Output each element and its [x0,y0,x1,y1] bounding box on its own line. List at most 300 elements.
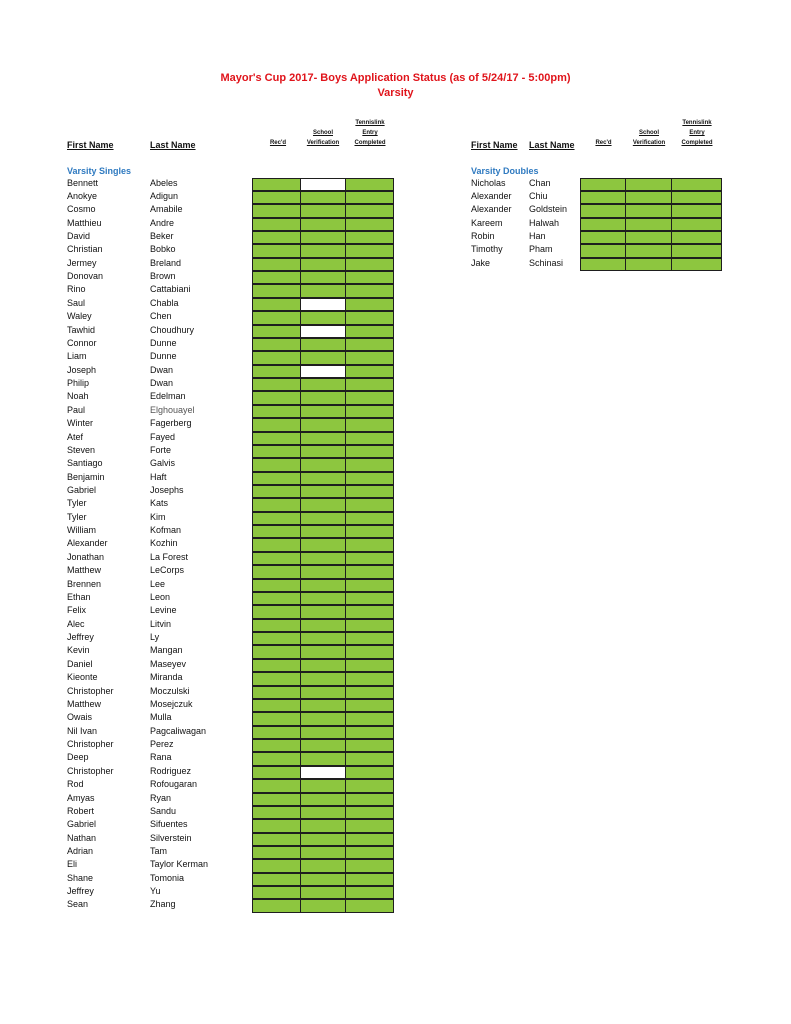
tennislink-cell [345,218,394,231]
table-row [67,711,252,724]
singles-tennislink-header [346,118,394,148]
doubles-school-header [626,128,672,148]
recd-cell [252,833,301,846]
first-name: Robert [67,805,95,816]
table-row [67,417,252,430]
last-name: Abeles [150,177,178,188]
last-name: Haft [150,471,167,482]
school-verification-cell [300,191,346,204]
tennislink-cell [345,712,394,725]
school-verification-cell [625,204,672,217]
table-row [67,805,252,818]
first-name: Sean [67,899,89,910]
first-name: Felix [67,605,87,616]
school-verification-cell [300,538,346,551]
first-name: Jake [471,257,491,268]
table-row [67,898,252,911]
last-name: Kozhin [150,538,178,549]
first-name: Christopher [67,685,114,696]
first-name: Joseph [67,364,97,375]
last-name: Mosejczuk [150,698,193,709]
recd-cell [252,779,301,792]
last-name: Amabile [150,204,183,215]
recd-cell [252,485,301,498]
recd-cell [580,231,626,244]
school-verification-cell [300,498,346,511]
first-name: Paul [67,404,86,415]
school-verification-cell [300,645,346,658]
last-name: Yu [150,886,161,897]
table-row [67,658,252,671]
recd-cell [252,378,301,391]
first-name: Benjamin [67,471,105,482]
first-name: Matthew [67,698,102,709]
recd-cell [252,819,301,832]
tennislink-cell [345,405,394,418]
school-verification-cell [300,579,346,592]
last-name: Dwan [150,364,174,375]
last-name: Leon [150,591,171,602]
first-name: Nil Ivan [67,725,98,736]
tennislink-cell [345,819,394,832]
school-verification-cell [300,632,346,645]
last-name: Bobko [150,244,176,255]
first-name: Jonathan [67,551,105,562]
last-name: Kim [150,511,166,522]
recd-cell [252,445,301,458]
table-row [471,257,580,270]
tennislink-cell [345,766,394,779]
last-name: Brown [150,271,176,282]
recd-cell [252,726,301,739]
tennislink-cell [345,284,394,297]
school-verification-cell [300,793,346,806]
last-name: Lee [150,578,166,589]
last-name: Chabla [150,297,179,308]
first-name: Santiago [67,458,103,469]
last-name: Moczulski [150,685,190,696]
school-verification-cell [300,659,346,672]
table-row [471,190,580,203]
last-name: Rofougaran [150,779,198,790]
recd-cell [252,472,301,485]
table-row [67,738,252,751]
table-row [67,230,252,243]
tennislink-cell [345,472,394,485]
table-row [67,390,252,403]
school-verification-cell [300,378,346,391]
school-label-line1: School [312,130,333,136]
table-row [67,270,252,283]
school-verification-cell [300,365,346,378]
last-name: Han [529,230,546,241]
tennislink-cell [671,178,722,191]
table-row [67,190,252,203]
recd-cell [252,191,301,204]
school-verification-cell [300,819,346,832]
recd-cell [252,605,301,618]
recd-cell [252,592,301,605]
last-name: Edelman [150,391,186,402]
last-name: Chen [150,311,172,322]
recd-cell [252,525,301,538]
tennislink-cell [671,218,722,231]
tennislink-cell [345,739,394,752]
table-row [471,230,580,243]
first-name: Kareem [471,217,503,228]
recd-cell [252,619,301,632]
table-row [67,631,252,644]
last-name: Rana [150,752,172,763]
tennislink-label-line1: Tennislink [355,120,385,126]
first-name: Liam [67,351,87,362]
school-verification-cell [300,405,346,418]
table-row [67,350,252,363]
tennislink-cell [345,632,394,645]
school-verification-cell [300,244,346,257]
school-verification-cell [300,779,346,792]
recd-cell [252,391,301,404]
tennislink-cell [345,886,394,899]
school-verification-cell [300,271,346,284]
first-name: Brennen [67,578,102,589]
tennislink-cell [345,178,394,191]
recd-cell [580,218,626,231]
school-verification-cell [300,833,346,846]
first-name: Alexander [67,538,108,549]
first-name: Winter [67,418,94,429]
first-name: Gabriel [67,819,97,830]
recd-label: Rec'd [269,140,287,146]
recd-cell [580,178,626,191]
table-row [67,618,252,631]
last-name: Goldstein [529,204,568,215]
last-name: Pagcaliwagan [150,725,207,736]
school-verification-cell [300,859,346,872]
school-verification-cell [300,605,346,618]
table-row [67,778,252,791]
last-name: Sandu [150,805,177,816]
school-verification-cell [300,672,346,685]
last-name: Mulla [150,712,172,723]
school-verification-cell [300,525,346,538]
recd-cell [252,645,301,658]
school-verification-cell [300,485,346,498]
table-row [67,484,252,497]
tennislink-cell [345,365,394,378]
table-row [67,337,252,350]
first-name: William [67,525,96,536]
tennislink-cell [345,873,394,886]
last-name: Tomonia [150,872,185,883]
school-verification-cell [300,752,346,765]
first-name: Matthew [67,565,102,576]
tennislink-cell [671,231,722,244]
tennislink-cell [345,779,394,792]
first-name: Rino [67,284,86,295]
school-verification-cell [300,418,346,431]
school-verification-cell [300,472,346,485]
tennislink-cell [345,846,394,859]
tennislink-cell [345,619,394,632]
table-row [67,217,252,230]
first-name: Daniel [67,658,93,669]
tennislink-cell [345,325,394,338]
last-name: Fayed [150,431,176,442]
table-row [67,324,252,337]
first-name: Shane [67,872,94,883]
recd-cell [252,739,301,752]
table-row [67,257,252,270]
tennislink-cell [345,645,394,658]
recd-cell [252,552,301,565]
last-name: Kats [150,498,169,509]
school-verification-cell [625,258,672,271]
school-verification-cell [300,552,346,565]
tennislink-cell [345,418,394,431]
school-verification-cell [625,191,672,204]
first-name: Philip [67,378,90,389]
last-name: Pham [529,244,553,255]
recd-cell [252,873,301,886]
recd-cell [580,258,626,271]
last-name: Maseyev [150,658,187,669]
school-verification-cell [300,325,346,338]
tennislink-cell [345,311,394,324]
recd-label: Rec'd [595,140,612,146]
recd-cell [252,418,301,431]
table-row [67,177,252,190]
tennislink-cell [345,859,394,872]
school-label-line1: School [638,130,659,136]
first-name: Atef [67,431,84,442]
first-name: Anokye [67,190,98,201]
recd-cell [252,632,301,645]
tennislink-cell [345,699,394,712]
table-row [67,444,252,457]
recd-cell [252,338,301,351]
table-row [67,404,252,417]
first-name: Owais [67,712,93,723]
tennislink-cell [345,298,394,311]
first-name: Noah [67,391,89,402]
doubles-tennislink-header [672,118,722,148]
last-name: Silverstein [150,832,192,843]
school-verification-cell [300,565,346,578]
school-verification-cell [300,391,346,404]
tennislink-cell [345,552,394,565]
page-title: Mayor's Cup 2017- Boys Application Status (as of 5/24/17 - 5:00pm) [220,72,571,84]
table-row [471,203,580,216]
last-name: Chiu [529,190,548,201]
recd-cell [252,686,301,699]
recd-cell [252,311,301,324]
recd-cell [252,498,301,511]
school-verification-cell [300,445,346,458]
table-row [67,203,252,216]
table-row [67,751,252,764]
recd-cell [580,191,626,204]
school-verification-cell [300,806,346,819]
tennislink-cell [345,565,394,578]
school-verification-cell [625,231,672,244]
last-name: Forte [150,444,172,455]
last-name: Andre [150,217,175,228]
tennislink-cell [345,445,394,458]
school-verification-cell [300,432,346,445]
first-name: Jeffrey [67,632,94,643]
table-row [67,698,252,711]
first-name: Timothy [471,244,503,255]
tennislink-cell [345,579,394,592]
first-name: Kevin [67,645,90,656]
last-name: Fagerberg [150,418,192,429]
first-name: Tyler [67,498,87,509]
recd-cell [252,325,301,338]
first-name: Deep [67,752,89,763]
last-name: Chan [529,177,551,188]
first-name: Christian [67,244,103,255]
tennislink-cell [671,204,722,217]
table-row [67,885,252,898]
last-name: Sifuentes [150,819,188,830]
doubles-last-name-header: Last Name [529,140,575,150]
school-verification-cell [625,218,672,231]
table-row [67,765,252,778]
first-name: Alec [67,618,85,629]
recd-cell [252,512,301,525]
school-verification-cell [300,699,346,712]
table-row [67,457,252,470]
first-name: Donovan [67,271,104,282]
last-name: Zhang [150,899,176,910]
last-name: Elghouayel [150,404,195,415]
doubles-section-label: Varsity Doubles [471,166,539,176]
table-row [67,471,252,484]
recd-cell [252,806,301,819]
recd-cell [252,793,301,806]
recd-cell [252,766,301,779]
tennislink-cell [345,391,394,404]
school-verification-cell [300,231,346,244]
table-row [67,297,252,310]
last-name: Dwan [150,378,174,389]
school-verification-cell [300,204,346,217]
tennislink-cell [345,592,394,605]
tennislink-cell [345,512,394,525]
table-row [471,243,580,256]
school-verification-cell [300,218,346,231]
last-name: Adigun [150,190,179,201]
recd-cell [252,351,301,364]
first-name: David [67,230,91,241]
school-verification-cell [300,284,346,297]
tennislink-cell [345,686,394,699]
last-name: Litvin [150,618,172,629]
first-name: Tawhid [67,324,96,335]
table-row [67,564,252,577]
last-name: Cattabiani [150,284,191,295]
recd-cell [252,258,301,271]
first-name: Matthieu [67,217,102,228]
doubles-recd-header [581,138,626,148]
first-name: Alexander [471,190,512,201]
last-name: Breland [150,257,182,268]
last-name: Mangan [150,645,183,656]
tennislink-cell [345,258,394,271]
tennislink-cell [345,338,394,351]
tennislink-label-line2: Entry [362,130,378,136]
school-verification-cell [300,512,346,525]
recd-cell [252,565,301,578]
table-row [67,578,252,591]
recd-cell [252,899,301,912]
table-row [67,845,252,858]
tennislink-cell [345,458,394,471]
table-row [67,243,252,256]
tennislink-cell [345,659,394,672]
tennislink-cell [345,191,394,204]
tennislink-cell [671,244,722,257]
school-verification-cell [300,726,346,739]
last-name: La Forest [150,551,189,562]
tennislink-cell [345,204,394,217]
tennislink-cell [345,378,394,391]
last-name: Levine [150,605,177,616]
last-name: Dunne [150,337,177,348]
table-row [67,551,252,564]
school-verification-cell [300,458,346,471]
table-row [67,671,252,684]
table-row [67,792,252,805]
tennislink-cell [345,899,394,912]
school-verification-cell [300,846,346,859]
first-name: Bennett [67,177,99,188]
table-row [67,685,252,698]
recd-cell [252,405,301,418]
recd-cell [252,886,301,899]
first-name: Amyas [67,792,95,803]
table-row [471,177,580,190]
table-row [67,524,252,537]
first-name: Waley [67,311,92,322]
recd-cell [252,458,301,471]
recd-cell [252,712,301,725]
school-verification-cell [300,311,346,324]
last-name: LeCorps [150,565,185,576]
first-name: Nicholas [471,177,506,188]
tennislink-cell [345,351,394,364]
recd-cell [252,659,301,672]
first-name: Jermey [67,257,97,268]
school-verification-cell [625,244,672,257]
last-name: Perez [150,739,174,750]
table-row [67,377,252,390]
first-name: Nathan [67,832,97,843]
last-name: Miranda [150,672,183,683]
table-row [67,591,252,604]
first-name: Kieonte [67,672,98,683]
last-name: Rodriguez [150,765,192,776]
school-verification-cell [300,739,346,752]
school-verification-cell [300,686,346,699]
last-name: Choudhury [150,324,195,335]
first-name: Saul [67,297,86,308]
recd-cell [252,284,301,297]
tennislink-cell [345,726,394,739]
recd-cell [252,846,301,859]
school-verification-cell [300,351,346,364]
